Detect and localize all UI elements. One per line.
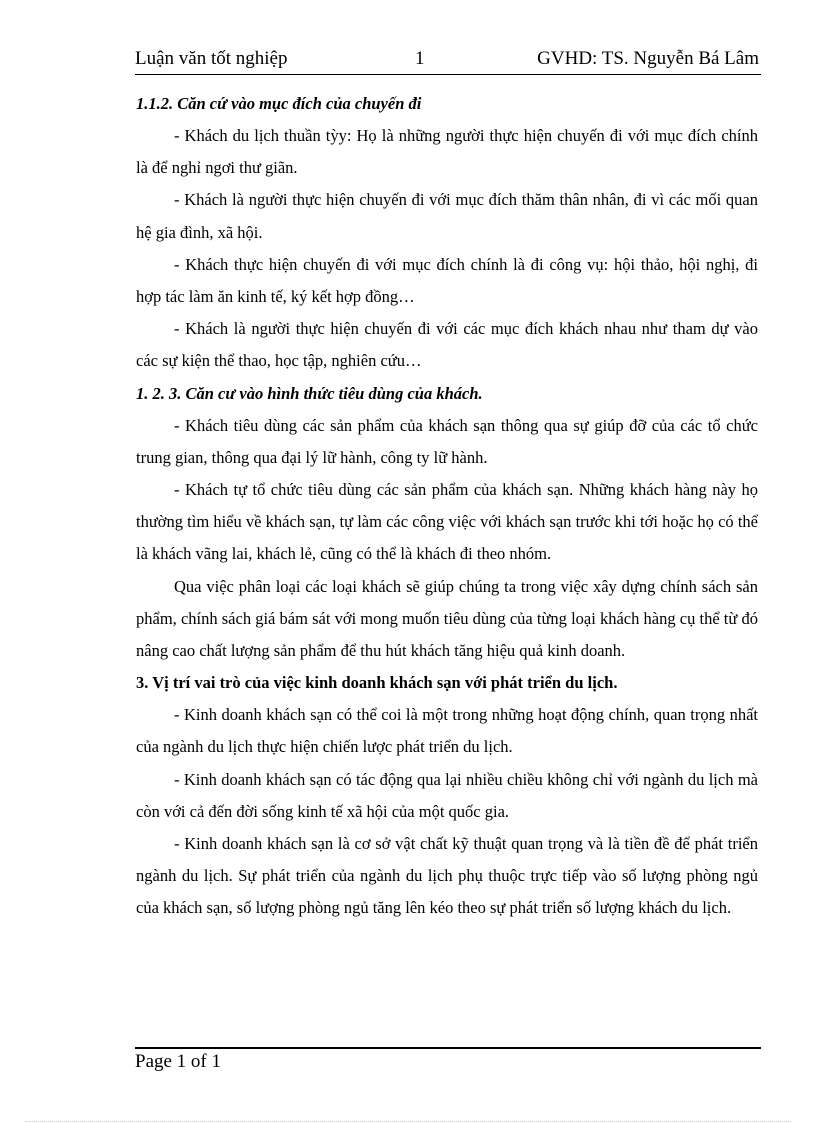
paragraph: - Khách thực hiện chuyến đi với mục đích chính là đi công vụ: hội thảo, hội nghị, đi hợp tác làm ăn kinh tế, ký kết hợp đồng… — [136, 254, 758, 307]
section-heading-1-2-3: 1. 2. 3. Căn cư vào hình thức tiêu dùng của khách. — [136, 383, 483, 403]
paragraph: - Khách du lịch thuần tỳy: Họ là những người thực hiện chuyến đi với mục đích chính là để nghỉ ngơi thư giãn. — [136, 126, 758, 178]
page-header — [135, 48, 761, 75]
header-page-number: 1 — [415, 48, 425, 69]
paragraph: Qua việc phân loại các loại khách sẽ giúp chúng ta trong việc xây dựng chính sách sản phẩm, chính sách giá bám sát với mong muốn tiêu dùng của từng loại khách hàng cụ thể từ đó nâng cao chất lượng sản phẩm để thu hút khách tăng hiệu quả kinh doanh. — [136, 576, 758, 661]
paragraph: - Khách tự tổ chức tiêu dùng các sản phẩm của khách sạn. Những khách hàng này họ thường tìm hiểu về khách sạn, tự làm các công việc với khách sạn trước khi tới hoặc họ có thể là khách vãng lai, khách lẻ, cũng có thể là khách đi theo nhóm. — [136, 480, 758, 564]
paragraph: - Kinh doanh khách sạn là cơ sở vật chất kỹ thuật quan trọng và là tiền đề để phát triển ngành du lịch. Sự phát triển của ngành du lịch phụ thuộc trực tiếp vào số lượng phòng ngủ của khách sạn, số lượng phòng ngủ tăng lên kéo theo sự phát triển số lượng khách du lịch. — [136, 834, 758, 918]
document-body — [136, 88, 758, 925]
paragraph: - Khách tiêu dùng các sản phẩm của khách sạn thông qua sự giúp đỡ của các tổ chức trung gian, thông qua đại lý lữ hành, công ty lữ hành. — [136, 415, 758, 467]
paragraph: - Kinh doanh khách sạn có tác động qua lại nhiều chiều không chỉ với ngành du lịch mà còn với cả đến đời sống kinh tế xã hội của một quốc gia. — [136, 769, 758, 821]
footer-divider — [135, 1047, 761, 1049]
paragraph: - Khách là người thực hiện chuyến đi với mục đích thăm thân nhân, đi vì các mối quan hệ gia đình, xã hội. — [136, 190, 758, 242]
section-heading-1-1-2: 1.1.2. Căn cứ vào mục đích của chuyến đi — [136, 94, 422, 113]
page-footer: Page 1 of 1 — [135, 1051, 222, 1072]
section-heading-3: 3. Vị trí vai trò của việc kinh doanh khách sạn với phát triển du lịch. — [136, 673, 618, 693]
advisor-label: GVHD: TS. Nguyễn Bá Lâm — [537, 48, 759, 69]
thesis-label: Luận văn tốt nghiệp — [135, 48, 288, 69]
paragraph: - Kinh doanh khách sạn có thể coi là một trong những hoạt động chính, quan trọng nhất của ngành du lịch thực hiện chiến lược phát triển du lịch. — [136, 705, 758, 757]
paragraph: - Khách là người thực hiện chuyến đi với các mục đích khách nhau như tham dự vào các sự kiện thể thao, học tập, nghiên cứu… — [136, 319, 758, 371]
page-edge-dotted-line — [25, 1121, 791, 1122]
